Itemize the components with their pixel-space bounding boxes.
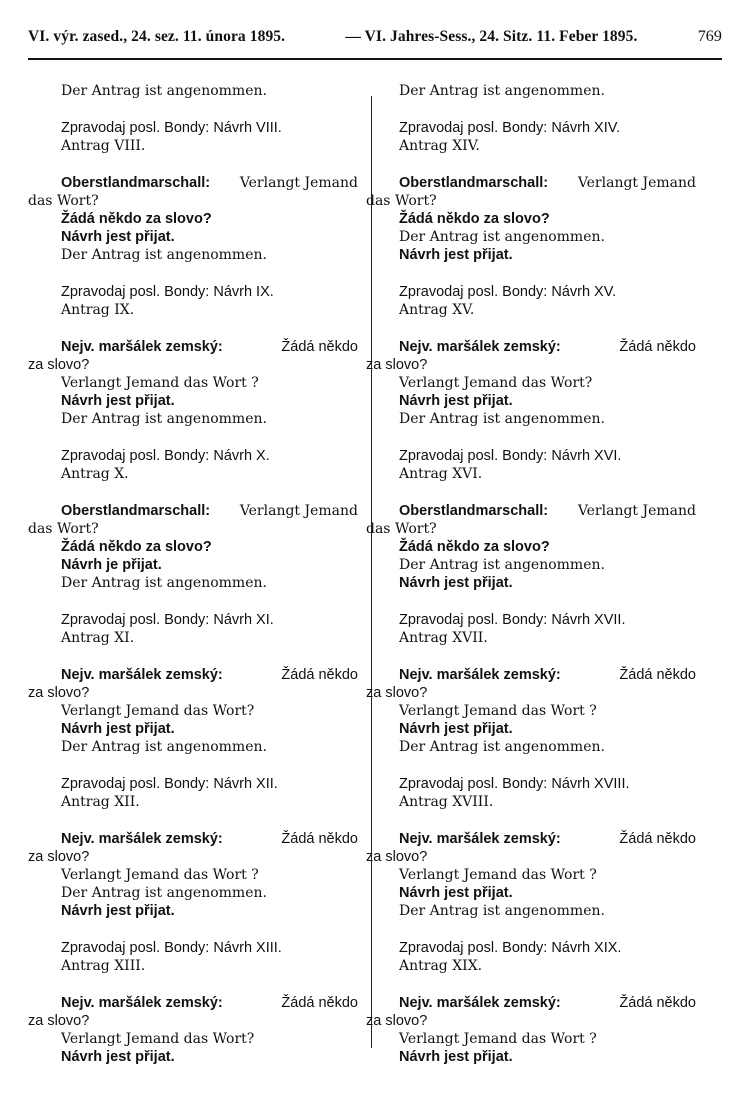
result-line: Der Antrag ist angenommen. xyxy=(61,575,267,591)
speech-text: Verlangt Jemand xyxy=(239,503,358,519)
result-line: Der Antrag ist angenommen. xyxy=(399,739,605,755)
result-line: Návrh jest přijat. xyxy=(61,721,175,737)
result-line: Návrh jest přijat. xyxy=(61,393,175,409)
running-header xyxy=(28,28,722,54)
speaker-name: Nejv. maršálek zemský: xyxy=(61,995,223,1011)
question-line: Žádá někdo za slovo? xyxy=(61,539,212,555)
speaker-name: Zpravodaj posl. Bondy: xyxy=(61,448,210,464)
result-line: Návrh jest přijat. xyxy=(399,1049,513,1065)
header-rule xyxy=(28,58,722,60)
speech-text: Žádá někdo xyxy=(619,831,696,847)
speaker-line xyxy=(366,502,696,520)
rapporteur-line xyxy=(366,447,696,465)
right-block-5 xyxy=(366,447,696,483)
speaker-name: Zpravodaj posl. Bondy: xyxy=(61,940,210,956)
question-line: Verlangt Jemand das Wort? xyxy=(61,1031,255,1047)
speaker-name: Nejv. maršálek zemský: xyxy=(399,995,561,1011)
left-block-12 xyxy=(28,994,358,1066)
motion-text: Návrh XVII. xyxy=(551,612,626,628)
rapporteur-line xyxy=(28,611,358,629)
question-line: Verlangt Jemand das Wort ? xyxy=(399,1031,597,1047)
result-line: Der Antrag ist angenommen. xyxy=(61,885,267,901)
motion-text: Návrh XVIII. xyxy=(551,776,630,792)
speech-cont: za slovo? xyxy=(28,357,90,373)
question-line: Verlangt Jemand das Wort ? xyxy=(61,867,259,883)
rapporteur-line xyxy=(366,611,696,629)
left-block-0 xyxy=(28,82,358,100)
right-block-2 xyxy=(366,174,696,264)
motion-german: Antrag XI. xyxy=(61,630,135,646)
result-line: Návrh jest přijat. xyxy=(399,721,513,737)
speaker-name: Nejv. maršálek zemský: xyxy=(399,831,561,847)
speaker-line xyxy=(28,338,358,356)
speaker-name: Oberstlandmarschall: xyxy=(61,175,211,191)
rapporteur-line xyxy=(28,447,358,465)
motion-german: Antrag XIX. xyxy=(399,958,483,974)
speaker-line xyxy=(28,502,358,520)
left-block-1 xyxy=(28,119,358,155)
speech-text: Žádá někdo xyxy=(281,339,358,355)
rapporteur-line xyxy=(366,939,696,957)
motion-text: Návrh XII. xyxy=(213,776,278,792)
speaker-name: Zpravodaj posl. Bondy: xyxy=(61,284,210,300)
speaker-name: Zpravodaj posl. Bondy: xyxy=(399,940,548,956)
speaker-line xyxy=(366,994,696,1012)
motion-text: Návrh XV. xyxy=(551,284,617,300)
question-line: Žádá někdo za slovo? xyxy=(399,539,550,555)
speech-cont: za slovo? xyxy=(366,1013,428,1029)
motion-text: Návrh XVI. xyxy=(551,448,622,464)
speaker-line xyxy=(366,830,696,848)
left-block-6 xyxy=(28,502,358,592)
speech-text: Verlangt Jemand xyxy=(239,175,358,191)
speech-cont: das Wort? xyxy=(366,521,437,537)
result-line: Der Antrag ist angenommen. xyxy=(399,903,605,919)
right-block-11 xyxy=(366,939,696,975)
motion-text: Návrh XI. xyxy=(213,612,274,628)
left-block-4 xyxy=(28,338,358,428)
speech-cont: za slovo? xyxy=(28,685,90,701)
speaker-line xyxy=(28,666,358,684)
motion-german: Antrag XIV. xyxy=(399,138,480,154)
speaker-name: Nejv. maršálek zemský: xyxy=(399,339,561,355)
left-block-8 xyxy=(28,666,358,756)
question-line: Verlangt Jemand das Wort ? xyxy=(399,867,597,883)
right-block-8 xyxy=(366,666,696,756)
result-line: Návrh jest přijat. xyxy=(399,393,513,409)
rapporteur-line xyxy=(366,283,696,301)
motion-german: Antrag VIII. xyxy=(61,138,146,154)
speaker-line xyxy=(28,830,358,848)
right-block-12 xyxy=(366,994,696,1066)
result-line: Der Antrag ist angenommen. xyxy=(399,411,605,427)
right-block-10 xyxy=(366,830,696,920)
motion-text: Návrh XIV. xyxy=(551,120,621,136)
result-line: Der Antrag ist angenommen. xyxy=(399,557,605,573)
result-line: Návrh je přijat. xyxy=(61,557,162,573)
speaker-name: Zpravodaj posl. Bondy: xyxy=(399,448,548,464)
speech-text: Verlangt Jemand xyxy=(577,175,696,191)
motion-german: Antrag XII. xyxy=(61,794,140,810)
speech-text: Žádá někdo xyxy=(619,339,696,355)
rapporteur-line xyxy=(366,775,696,793)
question-line: Žádá někdo za slovo? xyxy=(399,211,550,227)
speaker-name: Zpravodaj posl. Bondy: xyxy=(399,120,548,136)
speaker-name: Zpravodaj posl. Bondy: xyxy=(399,284,548,300)
page-number: 769 xyxy=(697,28,722,45)
speech-cont: das Wort? xyxy=(366,193,437,209)
speaker-line xyxy=(28,174,358,192)
result-line: Der Antrag ist angenommen. xyxy=(61,83,267,99)
question-line: Verlangt Jemand das Wort? xyxy=(399,375,593,391)
result-line: Der Antrag ist angenommen. xyxy=(61,247,267,263)
speaker-line xyxy=(366,666,696,684)
motion-german: Antrag XVIII. xyxy=(399,794,494,810)
motion-german: Antrag IX. xyxy=(61,302,135,318)
speaker-name: Nejv. maršálek zemský: xyxy=(61,831,223,847)
speech-text: Žádá někdo xyxy=(281,831,358,847)
motion-text: Návrh VIII. xyxy=(213,120,282,136)
speaker-name: Nejv. maršálek zemský: xyxy=(61,667,223,683)
speaker-line xyxy=(28,994,358,1012)
question-line: Verlangt Jemand das Wort ? xyxy=(399,703,597,719)
header-german-session: — VI. Jahres-Sess., 24. Sitz. 11. Feber 1895. xyxy=(345,28,638,45)
result-line: Der Antrag ist angenommen. xyxy=(399,83,605,99)
speaker-name: Zpravodaj posl. Bondy: xyxy=(61,612,210,628)
left-block-7 xyxy=(28,611,358,647)
motion-german: Antrag XV. xyxy=(399,302,475,318)
right-block-1 xyxy=(366,119,696,155)
result-line: Návrh jest přijat. xyxy=(399,885,513,901)
result-line: Návrh jest přijat. xyxy=(61,229,175,245)
right-column xyxy=(366,66,696,1066)
right-block-7 xyxy=(366,611,696,647)
question-line: Verlangt Jemand das Wort ? xyxy=(61,375,259,391)
motion-german: Antrag X. xyxy=(61,466,129,482)
motion-german: Antrag XVI. xyxy=(399,466,483,482)
speaker-line xyxy=(366,338,696,356)
left-block-2 xyxy=(28,174,358,264)
speaker-name: Zpravodaj posl. Bondy: xyxy=(61,776,210,792)
speaker-name: Nejv. maršálek zemský: xyxy=(61,339,223,355)
speaker-name: Zpravodaj posl. Bondy: xyxy=(399,612,548,628)
left-block-9 xyxy=(28,775,358,811)
speaker-name: Oberstlandmarschall: xyxy=(61,503,211,519)
left-block-10 xyxy=(28,830,358,920)
speech-cont: das Wort? xyxy=(28,193,99,209)
speaker-line xyxy=(366,174,696,192)
speech-cont: za slovo? xyxy=(28,849,90,865)
left-block-11 xyxy=(28,939,358,975)
speaker-name: Zpravodaj posl. Bondy: xyxy=(61,120,210,136)
speech-cont: za slovo? xyxy=(366,849,428,865)
motion-text: Návrh XIX. xyxy=(551,940,622,956)
rapporteur-line xyxy=(28,775,358,793)
speech-cont: za slovo? xyxy=(28,1013,90,1029)
speech-text: Žádá někdo xyxy=(281,667,358,683)
right-block-6 xyxy=(366,502,696,592)
right-block-4 xyxy=(366,338,696,428)
header-czech-session: VI. výr. zased., 24. sez. 11. února 1895. xyxy=(28,28,286,45)
left-column xyxy=(28,66,358,1066)
result-line: Der Antrag ist angenommen. xyxy=(399,229,605,245)
motion-text: Návrh X. xyxy=(213,448,270,464)
speaker-name: Nejv. maršálek zemský: xyxy=(399,667,561,683)
question-line: Žádá někdo za slovo? xyxy=(61,211,212,227)
rapporteur-line xyxy=(366,119,696,137)
speaker-name: Zpravodaj posl. Bondy: xyxy=(399,776,548,792)
rapporteur-line xyxy=(28,283,358,301)
speech-text: Žádá někdo xyxy=(281,995,358,1011)
left-block-3 xyxy=(28,283,358,319)
speech-cont: za slovo? xyxy=(366,685,428,701)
motion-german: Antrag XVII. xyxy=(399,630,488,646)
speech-text: Žádá někdo xyxy=(619,667,696,683)
result-line: Návrh jest přijat. xyxy=(399,575,513,591)
right-block-0 xyxy=(366,82,696,100)
result-line: Der Antrag ist angenommen. xyxy=(61,411,267,427)
right-block-3 xyxy=(366,283,696,319)
result-line: Návrh jest přijat. xyxy=(399,247,513,263)
speaker-name: Oberstlandmarschall: xyxy=(399,503,549,519)
left-block-5 xyxy=(28,447,358,483)
rapporteur-line xyxy=(28,119,358,137)
speech-text: Verlangt Jemand xyxy=(577,503,696,519)
motion-text: Návrh XIII. xyxy=(213,940,282,956)
motion-text: Návrh IX. xyxy=(213,284,274,300)
speaker-name: Oberstlandmarschall: xyxy=(399,175,549,191)
motion-german: Antrag XIII. xyxy=(61,958,146,974)
right-block-9 xyxy=(366,775,696,811)
rapporteur-line xyxy=(28,939,358,957)
result-line: Návrh jest přijat. xyxy=(61,903,175,919)
result-line: Der Antrag ist angenommen. xyxy=(61,739,267,755)
question-line: Verlangt Jemand das Wort? xyxy=(61,703,255,719)
result-line: Návrh jest přijat. xyxy=(61,1049,175,1065)
speech-cont: das Wort? xyxy=(28,521,99,537)
speech-cont: za slovo? xyxy=(366,357,428,373)
speech-text: Žádá někdo xyxy=(619,995,696,1011)
